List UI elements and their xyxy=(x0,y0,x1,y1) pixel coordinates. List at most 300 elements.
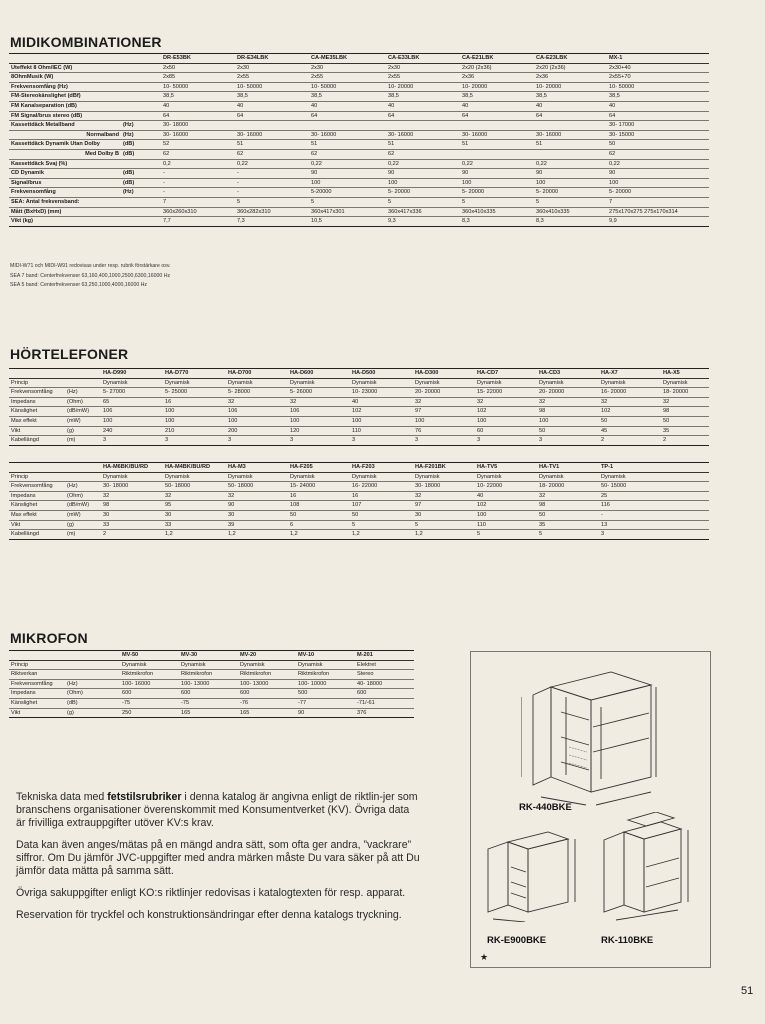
table-cell: 10- 50000 xyxy=(607,82,709,92)
table-cell xyxy=(661,482,709,492)
disclaimer-text xyxy=(16,791,421,931)
row-unit: (g) xyxy=(65,708,120,718)
column-header: CA-ME35LBK xyxy=(309,54,386,64)
table-row xyxy=(9,140,709,150)
table-cell: Dynamisk xyxy=(163,472,226,482)
table-cell: 38,5 xyxy=(607,92,709,102)
table-cell: 5 xyxy=(460,197,534,207)
table-cell: 2x36 xyxy=(460,73,534,83)
table-cell: 65 xyxy=(101,397,163,407)
table-cell: 40 xyxy=(460,101,534,111)
microphone-spec-table xyxy=(9,650,414,718)
column-header: HA-F205 xyxy=(288,463,350,473)
midi-spec-table xyxy=(9,53,709,227)
table-cell: 30- 18000 xyxy=(413,482,475,492)
table-cell: 90 xyxy=(309,169,386,179)
row-label: Vikt xyxy=(9,426,65,436)
table-cell: 3 xyxy=(101,436,163,446)
table-cell: -75 xyxy=(179,698,238,708)
midi-notes xyxy=(10,262,170,291)
table-cell: Dynamisk xyxy=(413,378,475,388)
table-cell: 35 xyxy=(537,520,599,530)
table-row xyxy=(9,178,709,188)
table-cell: 30- 15000 xyxy=(607,130,709,140)
row-label: Med Dolby B xyxy=(9,149,121,159)
table-cell xyxy=(661,510,709,520)
table-cell: 9,9 xyxy=(607,217,709,227)
table-cell: 51 xyxy=(235,140,309,150)
table-cell: - xyxy=(235,169,309,179)
table-cell: 106 xyxy=(288,407,350,417)
table-cell: 165 xyxy=(179,708,238,718)
table-cell: 95 xyxy=(163,501,226,511)
row-label: Riktverkan xyxy=(9,670,65,680)
row-label: Känslighet xyxy=(9,698,65,708)
table-cell: 62 xyxy=(309,149,386,159)
table-cell: 30- 16000 xyxy=(161,130,235,140)
table-cell: 51 xyxy=(460,140,534,150)
table-row xyxy=(9,660,414,670)
table-cell: 30 xyxy=(163,510,226,520)
row-label: Signal/brus xyxy=(9,178,121,188)
table-cell: 100 xyxy=(350,416,413,426)
table-cell: 98 xyxy=(661,407,709,417)
table-row xyxy=(9,378,709,388)
table-row xyxy=(9,111,709,121)
column-header: HA-TV5 xyxy=(475,463,537,473)
table-cell: 5 xyxy=(413,520,475,530)
table-cell: 16 xyxy=(288,491,350,501)
table-cell: -71/-61 xyxy=(355,698,414,708)
row-label: Princip xyxy=(9,660,65,670)
table-cell: -77 xyxy=(296,698,355,708)
column-header: MX-1 xyxy=(607,54,709,64)
table-cell: 32 xyxy=(226,491,288,501)
table-cell: 5- 20000 xyxy=(460,188,534,198)
table-cell: Dynamisk xyxy=(599,378,661,388)
column-header: TP-1 xyxy=(599,463,661,473)
table-cell: 5 xyxy=(475,530,537,540)
table-cell: 90 xyxy=(226,501,288,511)
row-unit: (dB/mW) xyxy=(65,501,101,511)
column-header: HA-F203 xyxy=(350,463,413,473)
table-cell: 32 xyxy=(288,397,350,407)
table-cell: 107 xyxy=(350,501,413,511)
row-unit: (Hz) xyxy=(121,188,161,198)
table-cell xyxy=(309,121,386,131)
table-cell: 100 xyxy=(475,416,537,426)
table-cell: 32 xyxy=(537,491,599,501)
table-cell: 64 xyxy=(309,111,386,121)
table-cell xyxy=(534,121,607,131)
table-cell: 102 xyxy=(350,407,413,417)
column-header: MV-50 xyxy=(120,651,179,661)
table-cell: 10- 20000 xyxy=(534,82,607,92)
table-cell: 32 xyxy=(101,491,163,501)
table-cell: 360x410x335 xyxy=(534,207,607,217)
table-cell: 51 xyxy=(309,140,386,150)
table-cell: 200 xyxy=(226,426,288,436)
table-row xyxy=(9,149,709,159)
table-cell: 20- 20000 xyxy=(537,388,599,398)
table-cell: 10- 22000 xyxy=(475,482,537,492)
table-cell: 360x282x310 xyxy=(235,207,309,217)
table-cell: 90 xyxy=(460,169,534,179)
table-cell: 40 xyxy=(607,101,709,111)
table-row xyxy=(9,388,709,398)
table-cell: 62 xyxy=(161,149,235,159)
table-cell: 32 xyxy=(537,397,599,407)
row-unit: (mW) xyxy=(65,510,101,520)
table-cell: Dynamisk xyxy=(163,378,226,388)
table-cell: 30- 18000 xyxy=(101,482,163,492)
table-cell: 100 xyxy=(534,178,607,188)
table-cell: 100 xyxy=(309,178,386,188)
column-header: HA-D990 xyxy=(101,369,163,379)
row-label: Känslighet xyxy=(9,501,65,511)
table-cell xyxy=(235,121,309,131)
table-cell: 62 xyxy=(235,149,309,159)
table-cell xyxy=(460,149,534,159)
table-row xyxy=(9,689,414,699)
row-label: Frekvensomfång xyxy=(9,679,65,689)
table-cell: 360x260x310 xyxy=(161,207,235,217)
table-cell: 7 xyxy=(161,197,235,207)
row-label: Impedans xyxy=(9,689,65,699)
table-cell: 1,2 xyxy=(413,530,475,540)
table-cell: 360x417x336 xyxy=(386,207,460,217)
disclaimer-paragraph: Tekniska data med fetstilsrubriker i denna katalog är angivna enligt de riktlin-jer som branschens organisationer överenskommit med Konsumentverket (KV). Övriga data är frivilliga extrauppgifter utöver KV:s krav. xyxy=(16,791,418,829)
table-cell: 64 xyxy=(161,111,235,121)
column-header: HA-D500 xyxy=(350,369,413,379)
table-cell: 600 xyxy=(179,689,238,699)
column-header: HA-CD3 xyxy=(537,369,599,379)
row-label: Frekvensomfång xyxy=(9,388,65,398)
table-cell: Riktmikrofon xyxy=(179,670,238,680)
table-cell: 60 xyxy=(475,426,537,436)
table-cell: 5 xyxy=(386,197,460,207)
table-cell: 0,2 xyxy=(161,159,235,169)
table-cell: 10- 50000 xyxy=(309,82,386,92)
table-cell: 275x170x275 275x170x314 xyxy=(607,207,709,217)
table-cell: 5- 20000 xyxy=(386,188,460,198)
column-header: HA-F201BK xyxy=(413,463,475,473)
table-row xyxy=(9,73,709,83)
rk-e900-caption: RK-E900BKE xyxy=(487,935,547,946)
table-cell: 50- 15000 xyxy=(599,482,661,492)
row-unit: (dB/mW) xyxy=(65,407,101,417)
table-cell: Elektret xyxy=(355,660,414,670)
row-label: FM-Stereokänslighet (dBf) xyxy=(9,92,121,102)
table-cell: 360x410x335 xyxy=(460,207,534,217)
table-cell xyxy=(661,491,709,501)
table-cell: 3 xyxy=(475,436,537,446)
star-icon: ★ xyxy=(480,952,489,962)
row-unit: (dB) xyxy=(65,698,120,708)
table-cell: Dynamisk xyxy=(296,660,355,670)
table-cell: Dynamisk xyxy=(288,472,350,482)
table-cell: 3 xyxy=(350,436,413,446)
table-cell xyxy=(386,121,460,131)
table-cell: 5- 27000 xyxy=(101,388,163,398)
table-cell: 102 xyxy=(475,407,537,417)
table-cell: Dynamisk xyxy=(238,660,296,670)
table-cell: 1,2 xyxy=(288,530,350,540)
row-unit xyxy=(121,82,161,92)
table-cell: 2 xyxy=(101,530,163,540)
table-cell: 2x20 (2x36) xyxy=(460,63,534,73)
row-unit xyxy=(65,472,101,482)
column-header xyxy=(9,463,65,473)
table-cell: 30- 17000 xyxy=(607,121,709,131)
table-cell: Dynamisk xyxy=(179,660,238,670)
table-cell: 40 xyxy=(475,491,537,501)
row-label: Vikt xyxy=(9,708,65,718)
table-cell: 106 xyxy=(101,407,163,417)
table-cell: 240 xyxy=(101,426,163,436)
table-cell: Riktmikrofon xyxy=(296,670,355,680)
column-header: HA-M4BK/BU/RD xyxy=(163,463,226,473)
row-unit: (dB) xyxy=(121,169,161,179)
column-header: MV-10 xyxy=(296,651,355,661)
row-label: 8OhmMusik (W) xyxy=(9,73,121,83)
table-cell: 64 xyxy=(235,111,309,121)
row-unit: (m) xyxy=(65,436,101,446)
table-cell: 39 xyxy=(226,520,288,530)
table-row xyxy=(9,92,709,102)
table-cell: 50 xyxy=(607,140,709,150)
row-label: Vikt xyxy=(9,520,65,530)
row-label: Impedans xyxy=(9,397,65,407)
table-cell: 108 xyxy=(288,501,350,511)
row-unit xyxy=(121,63,161,73)
table-cell: 0,22 xyxy=(607,159,709,169)
row-label: Känslighet xyxy=(9,407,65,417)
midi-title: MIDIKOMBINATIONER xyxy=(10,34,162,50)
table-cell: 52 xyxy=(161,140,235,150)
headphones-spec-table-1 xyxy=(9,368,709,446)
table-cell: - xyxy=(161,178,235,188)
table-row xyxy=(9,708,414,718)
table-cell: 15- 24000 xyxy=(288,482,350,492)
row-unit xyxy=(121,217,161,227)
table-cell: 98 xyxy=(537,501,599,511)
table-row xyxy=(9,426,709,436)
column-header: HA-D700 xyxy=(226,369,288,379)
row-label: Kabellängd xyxy=(9,530,65,540)
row-unit xyxy=(121,197,161,207)
table-cell: 120 xyxy=(288,426,350,436)
table-cell: 18- 20000 xyxy=(537,482,599,492)
table-cell: - xyxy=(235,188,309,198)
table-cell: 102 xyxy=(475,501,537,511)
table-cell: Dynamisk xyxy=(475,472,537,482)
table-cell: 50 xyxy=(288,510,350,520)
table-cell xyxy=(661,530,709,540)
table-cell: 600 xyxy=(120,689,179,699)
midi-note: SEA 5 band: Centerfrekvenser 63,250,1000,4000,16000 Hz xyxy=(10,282,147,288)
row-unit: (dB) xyxy=(121,140,161,150)
table-cell: 3 xyxy=(288,436,350,446)
table-row xyxy=(9,472,709,482)
table-cell: 30- 16000 xyxy=(534,130,607,140)
table-cell: 3 xyxy=(413,436,475,446)
table-cell: 62 xyxy=(607,149,709,159)
table-cell: 30 xyxy=(413,510,475,520)
row-label: Mått (BxHxD) (mm) xyxy=(9,207,121,217)
table-row xyxy=(9,698,414,708)
row-label: Kassettdäck Dynamik Utan Dolby xyxy=(9,140,121,150)
table-cell: 102 xyxy=(599,407,661,417)
table-cell: 5- 20000 xyxy=(534,188,607,198)
table-cell: 2x30 xyxy=(386,63,460,73)
table-cell: - xyxy=(235,178,309,188)
table-row xyxy=(9,169,709,179)
table-cell: Riktmikrofon xyxy=(120,670,179,680)
column-header: HA-X7 xyxy=(599,369,661,379)
table-cell: 0,22 xyxy=(386,159,460,169)
table-cell: 100- 10000 xyxy=(296,679,355,689)
table-cell: 100 xyxy=(460,178,534,188)
table-row xyxy=(9,130,709,140)
table-cell: 50- 18000 xyxy=(226,482,288,492)
table-cell: Stereo xyxy=(355,670,414,680)
table-cell: 500 xyxy=(296,689,355,699)
table-row xyxy=(9,670,414,680)
table-cell: 10- 20000 xyxy=(460,82,534,92)
table-row xyxy=(9,197,709,207)
table-cell: 90 xyxy=(534,169,607,179)
row-label: Frekvensomfång (Hz) xyxy=(9,82,121,92)
table-cell: 165 xyxy=(238,708,296,718)
table-row xyxy=(9,482,709,492)
table-cell: 30- 16000 xyxy=(460,130,534,140)
table-cell: Dynamisk xyxy=(475,378,537,388)
table-row xyxy=(9,520,709,530)
row-label: Impedans xyxy=(9,491,65,501)
row-unit: (m) xyxy=(65,530,101,540)
page-number: 51 xyxy=(741,985,754,997)
column-header xyxy=(65,369,101,379)
table-cell: 3 xyxy=(599,530,661,540)
row-label: Kabellängd xyxy=(9,436,65,446)
table-cell: 376 xyxy=(355,708,414,718)
column-header: HA-M6BK/BU/RD xyxy=(101,463,163,473)
table-cell: 3 xyxy=(537,436,599,446)
table-cell: 38,5 xyxy=(534,92,607,102)
table-cell: 90 xyxy=(296,708,355,718)
headphones-spec-table-2 xyxy=(9,462,709,540)
table-cell: 25 xyxy=(599,491,661,501)
table-cell: 76 xyxy=(413,426,475,436)
row-unit: (mW) xyxy=(65,416,101,426)
table-cell: 40 xyxy=(235,101,309,111)
table-cell xyxy=(661,520,709,530)
table-cell: 90 xyxy=(607,169,709,179)
row-label: Kassettdäck Svaj (%) xyxy=(9,159,121,169)
table-cell: 9,3 xyxy=(386,217,460,227)
table-cell: Dynamisk xyxy=(226,378,288,388)
midi-note: SEA 7 band: Centerfrekvenser 63,160,400,1000,2500,6300,16000 Hz xyxy=(10,272,171,279)
midi-note: MIDI-W71 och MIDI-W91 redovisas under resp. rubrik förstärkare osv. xyxy=(10,263,171,269)
table-row xyxy=(9,397,709,407)
column-header: HA-CD7 xyxy=(475,369,537,379)
table-cell: 8,3 xyxy=(534,217,607,227)
column-header: HA-D770 xyxy=(163,369,226,379)
rk-110-cabinet-drawing xyxy=(596,812,701,927)
row-unit: (Hz) xyxy=(121,121,161,131)
table-row xyxy=(9,82,709,92)
table-cell: 110 xyxy=(350,426,413,436)
table-cell: 5- 25000 xyxy=(163,388,226,398)
table-cell: 15- 22000 xyxy=(475,388,537,398)
table-cell: 116 xyxy=(599,501,661,511)
row-label: Uteffekt 8 Ohm/IEC (W) xyxy=(9,63,121,73)
row-unit xyxy=(121,92,161,102)
table-cell xyxy=(460,121,534,131)
table-cell xyxy=(534,149,607,159)
table-cell: 10- 23000 xyxy=(350,388,413,398)
table-row xyxy=(9,63,709,73)
table-cell: 98 xyxy=(101,501,163,511)
table-cell: 8,3 xyxy=(460,217,534,227)
row-label: Princip xyxy=(9,472,65,482)
table-cell: 2x55+70 xyxy=(607,73,709,83)
table-cell: 2x36 xyxy=(534,73,607,83)
row-unit xyxy=(121,207,161,217)
table-cell: 2x30 xyxy=(309,63,386,73)
table-cell: 98 xyxy=(537,407,599,417)
hortelefoner-title: HÖRTELEFONER xyxy=(10,346,129,362)
table-cell: 0,22 xyxy=(309,159,386,169)
column-header xyxy=(9,369,65,379)
table-cell: 2x55 xyxy=(235,73,309,83)
table-cell: 100- 13000 xyxy=(238,679,296,689)
table-cell: 32 xyxy=(475,397,537,407)
table-cell: 16 xyxy=(163,397,226,407)
row-unit xyxy=(121,111,161,121)
row-unit: (Hz) xyxy=(65,388,101,398)
table-cell: 5 xyxy=(537,530,599,540)
table-cell: 100 xyxy=(475,510,537,520)
table-cell: 33 xyxy=(101,520,163,530)
column-header: HA-D600 xyxy=(288,369,350,379)
row-unit: (dB) xyxy=(121,178,161,188)
table-cell: 2 xyxy=(661,436,709,446)
rk-e900-cabinet-drawing xyxy=(483,827,588,922)
table-cell: 32 xyxy=(226,397,288,407)
row-label: Max effekt xyxy=(9,416,65,426)
table-cell: 2x20 (2x36) xyxy=(534,63,607,73)
table-cell: 210 xyxy=(163,426,226,436)
table-row xyxy=(9,407,709,417)
table-cell: 106 xyxy=(226,407,288,417)
table-cell: 100 xyxy=(163,407,226,417)
table-cell: 33 xyxy=(163,520,226,530)
column-header: M-201 xyxy=(355,651,414,661)
table-cell: 5-20000 xyxy=(309,188,386,198)
table-cell: 0,22 xyxy=(235,159,309,169)
table-cell: 35 xyxy=(661,426,709,436)
row-unit xyxy=(65,660,120,670)
table-row xyxy=(9,121,709,131)
column-header xyxy=(9,651,65,661)
table-cell: Dynamisk xyxy=(537,472,599,482)
table-cell: 2x55 xyxy=(386,73,460,83)
row-unit: (dB) xyxy=(121,149,161,159)
row-unit xyxy=(121,101,161,111)
table-cell: 600 xyxy=(238,689,296,699)
